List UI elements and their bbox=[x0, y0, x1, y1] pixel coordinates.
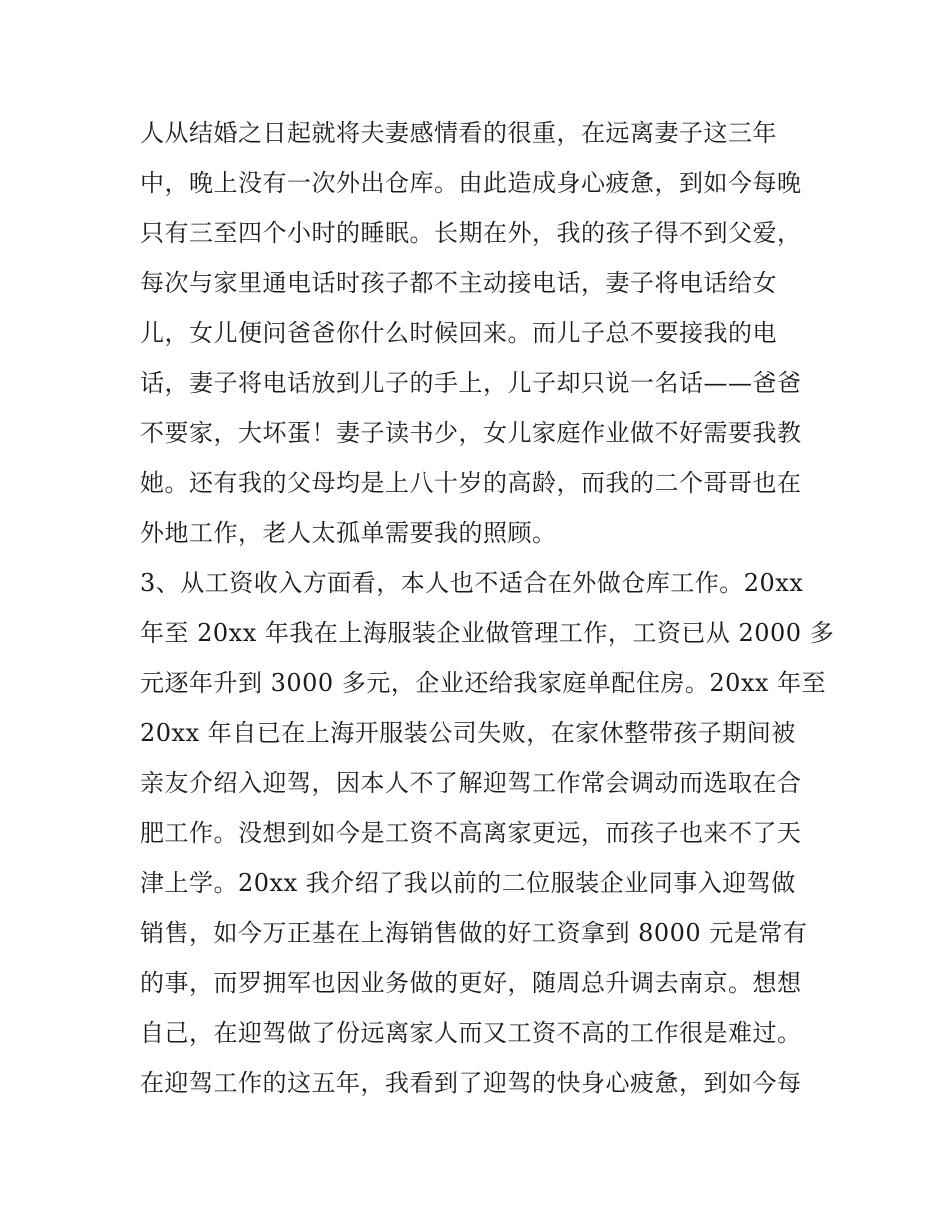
text-line: 的事，而罗拥军也因业务做的更好，随周总升调去南京。想想 bbox=[140, 969, 802, 997]
text-line: 肥工作。没想到如今是工资不高离家更远，而孩子也来不了天 bbox=[140, 819, 802, 847]
text-line: 自己，在迎驾做了份远离家人而又工资不高的工作很是难过。 bbox=[140, 1019, 802, 1047]
text-line: 儿，女儿便问爸爸你什么时候回来。而儿子总不要接我的电 bbox=[140, 319, 777, 347]
text-line: 每次与家里通电话时孩子都不主动接电话，妻子将电话给女 bbox=[140, 269, 777, 297]
text-line: 在迎驾工作的这五年，我看到了迎驾的快身心疲惫，到如今每 bbox=[140, 1069, 802, 1097]
text-line: 人从结婚之日起就将夫妻感情看的很重，在远离妻子这三年 bbox=[140, 119, 777, 147]
text-line: 外地工作，老人太孤单需要我的照顾。 bbox=[140, 519, 557, 547]
text-line: 元逐年升到 3000 多元，企业还给我家庭单配住房。20xx 年至 bbox=[140, 669, 827, 697]
text-line: 不要家，大坏蛋！妻子读书少，女儿家庭作业做不好需要我教 bbox=[140, 419, 802, 447]
text-line: 亲友介绍入迎驾，因本人不了解迎驾工作常会调动而选取在合 bbox=[140, 769, 802, 797]
document-body bbox=[140, 108, 835, 1108]
text-line: 3、从工资收入方面看，本人也不适合在外做仓库工作。20xx bbox=[140, 569, 804, 597]
text-line: 她。还有我的父母均是上八十岁的高龄，而我的二个哥哥也在 bbox=[140, 469, 802, 497]
text-line: 中，晚上没有一次外出仓库。由此造成身心疲惫，到如今每晚 bbox=[140, 169, 802, 197]
text-line: 年至 20xx 年我在上海服装企业做管理工作，工资已从 2000 多 bbox=[140, 619, 835, 647]
text-line: 只有三至四个小时的睡眠。长期在外，我的孩子得不到父爱， bbox=[140, 219, 802, 247]
text-line: 话，妻子将电话放到儿子的手上，儿子却只说一名话——爸爸 bbox=[140, 369, 802, 397]
text-line: 20xx 年自已在上海开服装公司失败，在家休整带孩子期间被 bbox=[140, 719, 796, 747]
text-line: 销售，如今万正基在上海销售做的好工资拿到 8000 元是常有 bbox=[140, 919, 808, 947]
text-line: 津上学。20xx 我介绍了我以前的二位服装企业同事入迎驾做 bbox=[140, 869, 796, 897]
